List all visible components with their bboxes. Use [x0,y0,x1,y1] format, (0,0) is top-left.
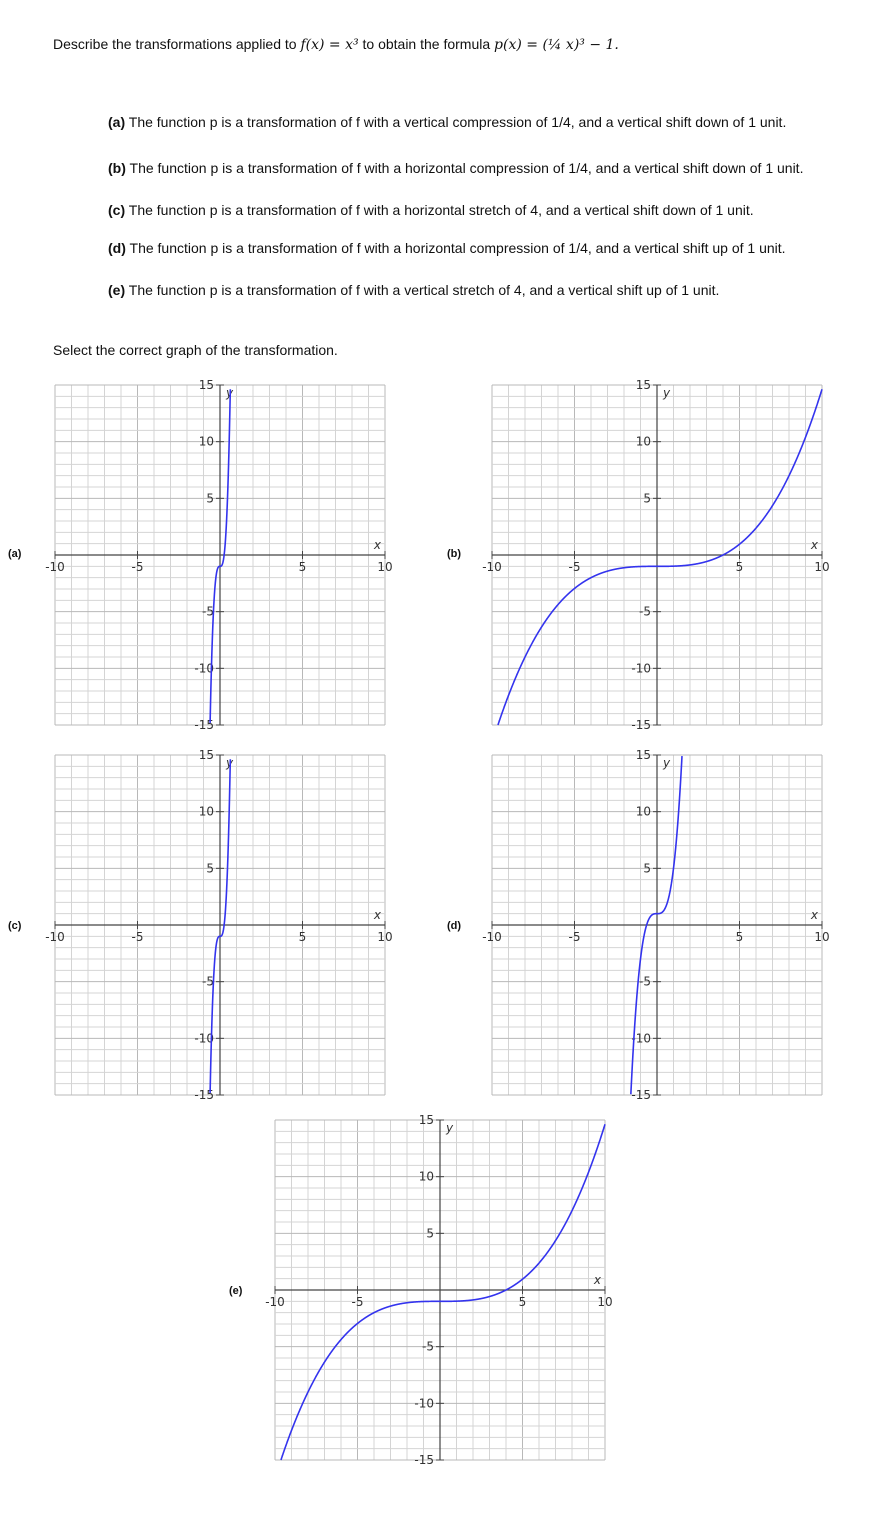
y-tick-label: -15 [631,1088,651,1100]
y-tick-label: 10 [418,1169,434,1184]
option-b-text-after: , and a vertical shift down of 1 unit. [587,160,804,176]
x-tick-label: 10 [814,930,830,944]
option-d-text: The function p is a transformation of f with a horizontal compression of [129,240,565,256]
y-tick-label: 15 [635,750,651,762]
x-tick-label: -5 [131,930,144,944]
graph-prompt: Select the correct graph of the transformation. [53,342,338,358]
y-tick-label: 10 [635,434,651,449]
y-axis-label: y [226,386,234,400]
x-tick-label: -10 [482,560,502,574]
y-tick-label: 15 [418,1115,434,1127]
option-e[interactable] [108,282,719,298]
option-d-value: 1/4 [568,240,588,256]
option-e-text: The function p is a transformation of f with a vertical stretch of 4, and a vertical shift up of 1 unit. [128,282,720,298]
y-tick-label: -5 [639,974,651,989]
y-tick-label: -15 [194,1088,214,1100]
y-tick-label: 5 [206,861,214,876]
y-tick-label: 15 [635,380,651,392]
question-prefix: Describe the transformations applied to [53,36,297,52]
x-tick-label: 10 [377,560,393,574]
graph-a-label: (a) [8,548,22,560]
x-tick-label: -5 [568,930,581,944]
x-axis-label: x [810,908,818,922]
function-curve [281,1124,605,1460]
y-tick-label: 10 [198,434,214,449]
y-tick-label: 10 [198,804,214,819]
y-tick-label: -10 [194,661,214,676]
y-tick-label: 5 [643,861,651,876]
graph-b-label: (b) [447,548,462,560]
y-tick-label: 5 [643,491,651,506]
y-tick-label: 15 [198,380,214,392]
option-d-label: (d) [108,240,126,256]
option-a-text: The function p is a transformation of f with a vertical compression of [128,114,548,130]
y-tick-label: -10 [414,1396,434,1411]
x-axis-label: x [810,538,818,552]
option-b-value: 1/4 [568,160,588,176]
x-tick-label: 5 [735,560,744,574]
graph-a[interactable] [35,380,405,730]
x-tick-label: -10 [45,930,65,944]
x-axis-label: x [373,908,381,922]
x-tick-label: -10 [45,560,65,574]
f-formula: f(x) = x³ [300,37,359,53]
option-b-label: (b) [108,160,126,176]
y-tick-label: 15 [198,750,214,762]
y-tick-label: -15 [194,718,214,730]
option-c[interactable] [108,202,754,218]
graph-e[interactable] [255,1115,625,1465]
option-b[interactable] [108,160,803,176]
x-tick-label: 5 [298,930,307,944]
x-tick-label: -10 [482,930,502,944]
y-tick-label: -15 [414,1453,434,1465]
y-axis-label: y [446,1121,454,1135]
y-tick-label: -10 [631,1031,651,1046]
x-tick-label: 10 [814,560,830,574]
y-tick-label: 5 [206,491,214,506]
graph-e-label: (e) [229,1285,243,1297]
y-tick-label: -15 [631,718,651,730]
option-b-text: The function p is a transformation of f with a horizontal compression of [129,160,565,176]
option-a-text-after: , and a vertical shift down of 1 unit. [570,114,787,130]
x-axis-label: x [373,538,381,552]
y-axis-label: y [226,756,234,770]
y-tick-label: -5 [422,1339,434,1354]
option-c-label: (c) [108,202,126,218]
y-axis-label: y [663,756,671,770]
x-tick-label: 10 [597,1295,613,1309]
x-tick-label: 10 [377,930,393,944]
y-tick-label: -5 [202,604,214,619]
graph-d-label: (d) [447,920,462,932]
x-tick-label: 5 [518,1295,527,1309]
option-d-text-after: , and a vertical shift up of 1 unit. [587,240,786,256]
graph-c-label: (c) [8,920,22,932]
question-middle: to obtain the formula [362,36,491,52]
y-tick-label: -5 [639,604,651,619]
option-e-label: (e) [108,282,126,298]
option-a-value: 1/4 [551,114,571,130]
graph-d[interactable] [472,750,842,1100]
y-tick-label: -5 [202,974,214,989]
y-tick-label: 5 [426,1226,434,1241]
x-tick-label: 5 [735,930,744,944]
p-formula: p(x) = (¼ x)³ − 1. [494,37,619,53]
graph-c[interactable] [35,750,405,1100]
option-a-label: (a) [108,114,126,130]
graph-b[interactable] [472,380,842,730]
function-curve [498,389,822,725]
option-a[interactable] [108,114,786,130]
question-text [53,36,619,53]
x-axis-label: x [593,1273,601,1287]
y-tick-label: -10 [631,661,651,676]
x-tick-label: 5 [298,560,307,574]
x-tick-label: -10 [265,1295,285,1309]
y-axis-label: y [663,386,671,400]
y-tick-label: 10 [635,804,651,819]
y-tick-label: -10 [194,1031,214,1046]
x-tick-label: -5 [351,1295,364,1309]
x-tick-label: -5 [568,560,581,574]
option-d[interactable] [108,240,786,256]
option-c-text: The function p is a transformation of f with a horizontal stretch of 4, and a vertical shift down of 1 unit. [128,202,754,218]
x-tick-label: -5 [131,560,144,574]
